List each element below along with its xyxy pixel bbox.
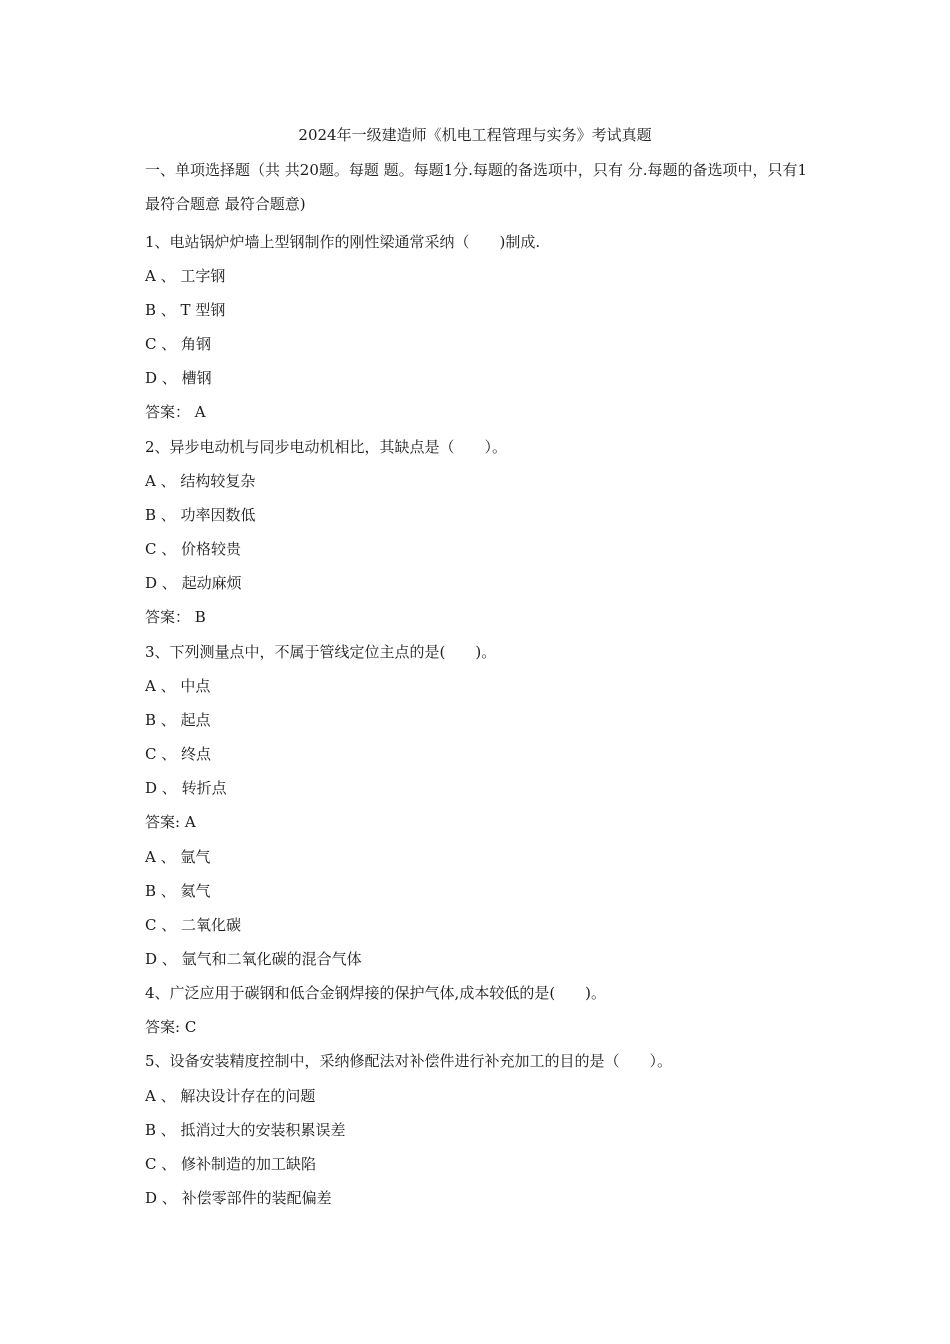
question-1-option-a: A 、 工字钢 xyxy=(145,267,226,285)
section-heading: 一、单项选择题（共 共20题。每题 题。每题1分.每题的备选项中，只有 分.每题的备选项中，只有1最符合题意 最符合题意) xyxy=(145,161,808,213)
question-3-answer: 答案: A xyxy=(145,813,196,831)
question-1-stem: 1、电站锅炉炉墙上型钢制作的刚性梁通常采纳（ )制成. xyxy=(145,233,541,251)
question-2-option-d: D 、 起动麻烦 xyxy=(145,574,242,592)
question-1-option-c: C 、 角钢 xyxy=(145,335,212,353)
question-1-option-d: D 、 槽钢 xyxy=(145,369,212,387)
question-3-option-a: A 、 中点 xyxy=(145,677,211,695)
question-5-option-b: B 、 抵消过大的安装积累误差 xyxy=(145,1121,346,1139)
question-3-option-b: B 、 起点 xyxy=(145,711,211,729)
question-4-answer: 答案: C xyxy=(145,1018,197,1036)
question-4-option-b: B 、 氦气 xyxy=(145,882,211,900)
question-3-option-d: D 、 转折点 xyxy=(145,779,227,797)
question-5-option-a: A 、 解决设计存在的问题 xyxy=(145,1087,316,1105)
question-2-answer: 答案： B xyxy=(145,608,206,626)
question-3-option-c: C 、 终点 xyxy=(145,745,212,763)
question-4-option-d: D 、 氩气和二氧化碳的混合气体 xyxy=(145,950,362,968)
question-4-stem: 4、广泛应用于碳钢和低合金钢焊接的保护气体,成本较低的是( )。 xyxy=(145,984,607,1002)
question-2-option-a: A 、 结构较复杂 xyxy=(145,472,256,490)
question-2-option-c: C 、 价格较贵 xyxy=(145,540,242,558)
question-4-option-a: A 、 氩气 xyxy=(145,848,211,866)
question-5-option-d: D 、 补偿零部件的装配偏差 xyxy=(145,1189,332,1207)
question-2-option-b: B 、 功率因数低 xyxy=(145,506,256,524)
question-5-stem: 5、设备安装精度控制中，采纳修配法对补偿件进行补充加工的目的是（ ）。 xyxy=(145,1052,673,1070)
question-3-stem: 3、下列测量点中，不属于管线定位主点的是( )。 xyxy=(145,643,497,661)
document-title: 2024年一级建造师《机电工程管理与实务》考试真题 xyxy=(298,126,652,144)
question-5-option-c: C 、 修补制造的加工缺陷 xyxy=(145,1155,317,1173)
question-1-option-b: B 、 T 型钢 xyxy=(145,301,226,319)
question-2-stem: 2、异步电动机与同步电动机相比，其缺点是（ ）。 xyxy=(145,438,508,456)
question-4-option-c: C 、 二氧化碳 xyxy=(145,916,242,934)
question-1-answer: 答案： A xyxy=(145,403,206,421)
